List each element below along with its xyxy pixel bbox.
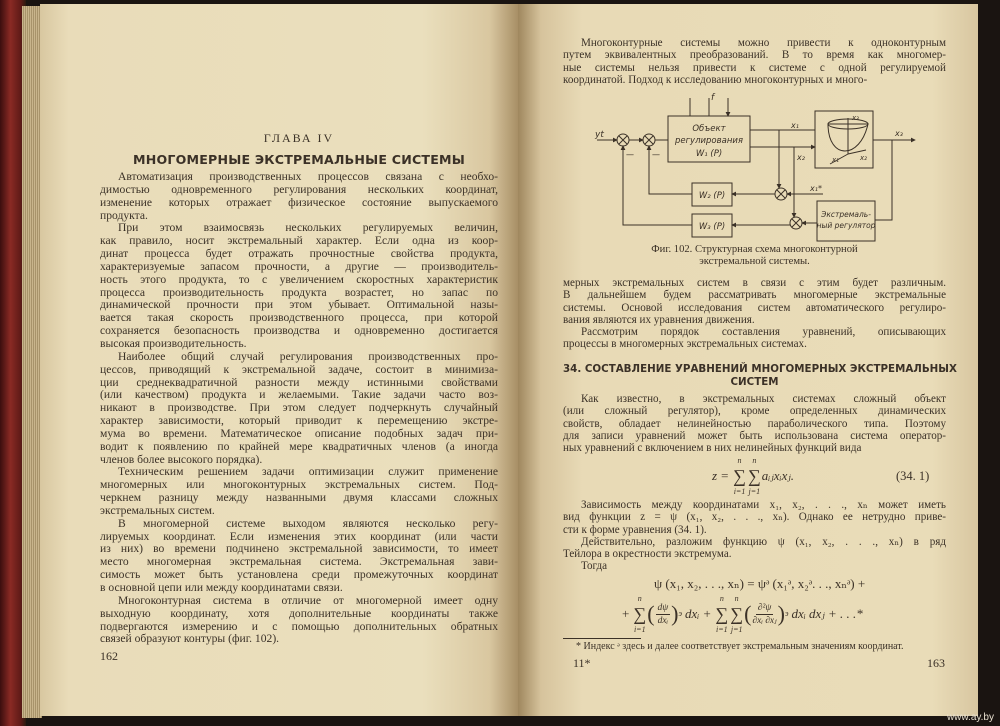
section-body-text <box>563 393 946 454</box>
text-line: связей образуют контуры (фиг. 102). <box>100 632 280 646</box>
text-line: в основной цепи или между координатами связи. <box>100 581 343 594</box>
text-line: Техническим решением задачи оптимизации служит применение <box>118 465 498 479</box>
w3-label: W₃ (P) <box>698 222 726 232</box>
text-line: Автоматизация производственных процессов связана с необхо- <box>118 170 498 183</box>
minus-sign-2: — <box>652 150 660 159</box>
page-number-right: 163 <box>927 656 945 670</box>
text-line: Наиболее общий случай регулирования производственных про- <box>118 349 498 363</box>
text-line: системы. Основой исследования систем автоматического регулиро- <box>563 301 946 314</box>
text-line: Как известно, в экстремальных системах сложный объект <box>581 393 946 405</box>
text-line: водит к появлению по крайней мере квадратичных членов (а иногда <box>100 439 498 453</box>
text-line: характеризуемые запасом прочности, а другие — производитель- <box>100 259 498 273</box>
text-line: симость может быть установлена среди промежуточных координат <box>100 568 498 582</box>
sigma-icon: ∑ <box>747 465 761 486</box>
text-line: лируемых координат. Если изменения этих координат (или части <box>100 529 498 543</box>
text-line: процесса производительность продукта возрастет, но запас по <box>100 285 498 299</box>
text-line: из них) во времени подчинено экстремальной зависимости, то имеет <box>100 542 498 556</box>
sum-lower: i=1 <box>716 624 728 634</box>
text-line: Зависимость между координатами x₁, x₂, . . ., xₙ может иметь <box>581 499 946 511</box>
sigma-icon: ∑ <box>733 465 746 486</box>
text-line: вается такая скорость производственного процесса, при которой <box>100 311 498 325</box>
text-line: мума во времени. Математическое описание подобных задач при- <box>100 426 498 440</box>
text-line: Многоконтурная система в отличие от многомерной имеет одну <box>118 593 498 607</box>
figure-caption-line-1: Фиг. 102. Структурная схема многоконтурной <box>651 244 858 255</box>
text-line: вания являются их уравнения движения. <box>563 313 755 326</box>
object-block-label-2: регулирования <box>674 136 744 146</box>
denominator: dxᵢ <box>657 615 669 626</box>
paren: ) <box>671 601 679 626</box>
chapter-title: МНОГОМЕРНЫЕ ЭКСТРЕМАЛЬНЫЕ СИСТЕМЫ <box>133 152 465 167</box>
sigma-icon: ∑ <box>730 603 744 624</box>
sum-i <box>715 594 728 634</box>
sum-upper: n <box>719 594 724 603</box>
paren: ) <box>777 601 785 626</box>
text-line: для записи уравнений может быть использована система оператор- <box>563 429 946 442</box>
text-line: продукта. <box>100 208 148 222</box>
text-line: Тейлора в окрестности экстремума. <box>563 548 732 561</box>
text-line: ность этого продукта, то с увеличением скоростных характеристик <box>100 272 498 286</box>
sigma-icon: ∑ <box>715 603 729 624</box>
equation-number: (34. 1) <box>896 469 930 483</box>
object-block-label-1: Объект <box>692 124 726 134</box>
text-line: ные системы нельзя привести к системе с одной регулируемой <box>563 61 946 74</box>
numerator: ∂²ψ <box>757 602 772 613</box>
text-line: В дальнейшем будем рассматривать многомерные экстремальные <box>563 289 946 302</box>
page-number-left: 162 <box>100 649 118 663</box>
extremum-index: э <box>678 609 683 618</box>
text-line: членов более высокого порядка). <box>100 452 263 466</box>
text-line: выходную координату, хотя дополнительные координаты также <box>100 606 498 620</box>
minus-sign-1: — <box>626 150 634 159</box>
fraction-2 <box>752 602 776 627</box>
fraction-1 <box>656 602 671 627</box>
text-line: сти к форме уравнения (34. 1). <box>563 523 707 536</box>
text-line: подвергаются измерению и с помощью дополнительных обратных <box>100 619 498 633</box>
paren: ( <box>647 601 655 626</box>
sigma-icon: ∑ <box>633 603 647 624</box>
sum-j <box>748 456 761 496</box>
chapter-label: ГЛАВА IV <box>263 131 335 145</box>
text-line: (или качеством) продукта и желаемыми. Такие задачи часто воз- <box>100 388 498 402</box>
text-line: многомерных или многоконтурных экстремальных систем. Под- <box>100 478 498 492</box>
text-line: димостью одновременного регулирования нескольких координат, <box>100 182 498 196</box>
section-heading-line-2: СИСТЕМ <box>730 376 779 388</box>
text-line: высокая производительность. <box>100 336 247 350</box>
sum-lower: i=1 <box>633 624 646 634</box>
text-line: координатой. Подход к исследованию многоконтурных и много- <box>563 73 868 86</box>
sum-upper: n <box>737 456 742 465</box>
equation-2-line-1: ψ (x₁, x₂, . . ., xₙ) = ψᵊ (x₁ᵊ, x₂ᵊ. . ., xₙᵊ) + <box>654 576 866 591</box>
x2-label: x₂ <box>797 153 805 162</box>
object-block-label-3: W₁ (P) <box>695 149 723 159</box>
text-line: как правило, носит экстремальный характер. Если одна из коор- <box>100 234 498 248</box>
text-line: динат процесса будет отражать прочностные свойства продукта, <box>100 247 498 261</box>
section-heading-line-1: 34. СОСТАВЛЕНИЕ УРАВНЕНИЙ МНОГОМЕРНЫХ ЭКСТРЕМАЛЬНЫХ <box>563 363 957 375</box>
text-line: изменение которых отражает физическое состояние выпускаемого <box>100 195 498 209</box>
after-equation-text <box>563 499 946 573</box>
x1-label: x₁ <box>791 121 799 130</box>
sum-i <box>633 594 646 634</box>
plus-sign: + <box>622 606 630 621</box>
surface-axis-x2: x₂ <box>860 154 867 162</box>
text-line: Действительно, разложим функцию ψ (x₁, x₂, . . ., xₙ) в ряд <box>581 535 946 548</box>
eq1-lhs: z = <box>712 468 730 483</box>
regulator-label-1: Экстремаль- <box>821 210 871 219</box>
text-line: В многомерной системе выходом являются несколько регу- <box>118 516 498 530</box>
sum-j <box>730 594 743 634</box>
sum-upper: n <box>637 594 642 603</box>
right-middle-text <box>563 277 946 351</box>
text-line: свойств, обладает нелинейностью параболического типа. Поэтому <box>563 417 946 430</box>
sum-i <box>733 456 746 496</box>
figure-caption-line-2: экстремальной системы. <box>699 256 810 267</box>
text-line: место многомерная экстремальная система. Экстремальная зави- <box>100 555 498 569</box>
text-line: характер зависимости, который приводит к перемещению экстре- <box>100 414 498 428</box>
footnote-rule <box>563 638 641 639</box>
signature-mark: 11* <box>573 656 591 670</box>
term-1: dxᵢ + <box>685 606 712 621</box>
numerator: dψ <box>657 602 669 613</box>
sum-upper: n <box>752 456 757 465</box>
text-line: процессы в многомерных экстремальных системах. <box>563 338 807 351</box>
text-line: ных уравнений с включением в них нелинейных функций вида <box>563 442 862 455</box>
x3-label: x₃ <box>895 129 903 138</box>
sum-lower: i=1 <box>733 486 746 496</box>
text-line: черкнем разницу между названными двумя классами сложных <box>100 491 498 505</box>
text-line: путем эквивалентных преобразований. В то время как многомер- <box>563 49 946 62</box>
text-line: При этом взаимосвязь нескольких регулируемых величин, <box>118 221 498 235</box>
text-line: мерных экстремальных систем в связи с этим будет различным. <box>563 277 946 289</box>
text-line: цессов, приводящий к экстремальной задаче, состоит в минимиза- <box>100 362 498 376</box>
text-line: вид функции z = ψ (x₁, x₂, . . ., xₙ). Однако ее нетрудно приве- <box>563 511 946 524</box>
text-line: Рассмотрим порядок составления уравнений, описывающих <box>581 326 946 339</box>
text-line: экстремальных систем. <box>100 503 215 517</box>
surface-axis-x3: x₃ <box>852 114 859 122</box>
extremum-index: э <box>784 609 789 618</box>
eq1-term: aᵢⱼxᵢxⱼ. <box>761 468 795 483</box>
sum-lower: j=1 <box>730 624 743 634</box>
text-line: динамической прочности при этом убывает. Оптимальной назы- <box>100 298 498 312</box>
text-line: (или сложный регулятор), кроме определенных динамических <box>563 405 946 418</box>
equation-2-line-2 <box>622 594 863 634</box>
denominator: ∂xᵢ ∂xⱼ <box>752 615 777 626</box>
equation-34-1 <box>712 456 794 496</box>
footnote: * Индекс ᵊ здесь и далее соответствует экстремальным значениям координат. <box>576 641 904 652</box>
sum-upper: n <box>734 594 739 603</box>
sum-lower: j=1 <box>748 486 761 496</box>
watermark: www.ay.by <box>946 712 994 723</box>
text-line: Тогда <box>581 560 608 573</box>
w2-label: W₂ (P) <box>698 191 726 201</box>
paren: ( <box>744 601 752 626</box>
surface-axis-x1: x₁ <box>832 156 839 164</box>
text-line: Многоконтурные системы можно привести к одноконтурным <box>581 37 946 49</box>
input-label: yt <box>595 130 604 140</box>
x1-setpoint-label: x₁* <box>810 184 822 193</box>
regulator-label-2: ный регулятор <box>816 221 876 230</box>
term-2: dxᵢ dxⱼ + . . .* <box>791 606 863 621</box>
text-line: никают в производстве. При этом следует подчеркнуть случайный <box>100 401 498 415</box>
text-line: сохраняется безопасность производства и одновременно достигается <box>100 324 498 338</box>
text-line: ции среднеквадратичной разности между истинными свойствами <box>100 375 498 389</box>
disturbance-label: f <box>711 93 715 103</box>
